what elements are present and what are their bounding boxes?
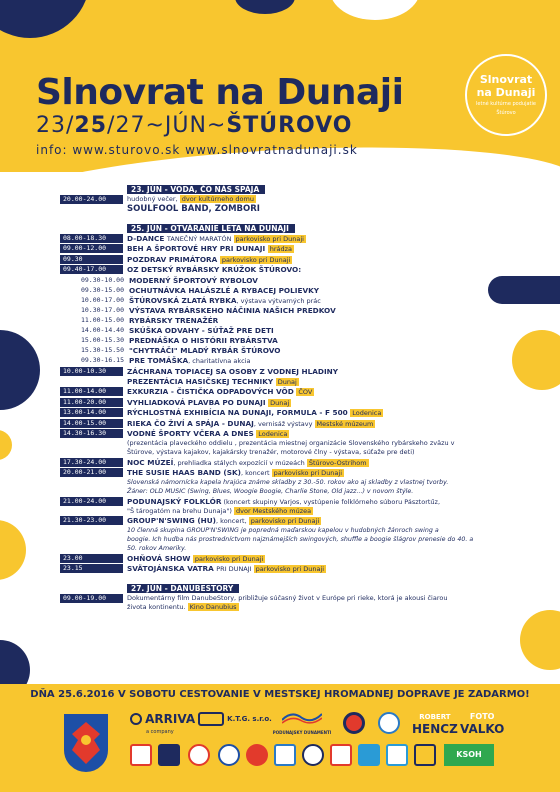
deco-circle [330,0,420,20]
performers: SOULFOOL BAND, ZOMBORI [127,203,260,214]
deco-circle [0,520,26,580]
ktg-logo: K.T.G. s.r.o. [198,712,272,726]
free-transport-note: DŇA 25.6.2016 V SOBOTU CESTOVANIE V MESTSKEJ HROMADNEJ DOPRAVE JE ZADARMO! [30,689,530,700]
deco-circle [0,0,90,38]
sponsor-logo [358,744,380,766]
list-item: 20.00-21.00 THE SUSIE HAAS BAND (SK), koncert parkovisko pri Dunaji Slovenská námornícka kapela hrajúca známe skladby z 30.-50. rokov ako aj skladby z vlastnej tvorby. Žáner: OLD MUSIC (Swing, Blues, Woogie Boogie, Charlie Stone, Old jazz...) v novom štýle. [60,468,480,496]
event-time: 20.00-24.00 [60,195,123,204]
list-item: 14.00-15.00 RIEKA ČO ŽIVÍ A SPÁJA - DUNAJ, vernisáž výstavy Mestské múzeum [60,419,480,429]
list-item: 10.00-10.30 ZÁCHRANA TOPIACEJ SA OSOBY Z VODNEJ HLADINY PREZENTÁCIA HASIČSKEJ TECHNIKY Dunaj [60,367,480,387]
event-dates: 23/25/27~JÚN~ŠTÚROVO [36,113,353,138]
list-item: 20.00-24.00 hudobný večer, dvor kultúrneho domu [60,195,480,204]
day-heading: 25. JÚN - OTVÁRANIE LETA NA DUNAJI [127,224,295,233]
schedule [60,185,480,622]
day-heading: 23. JÚN - VODA, ČO NÁS SPÁJA [127,185,265,194]
sponsor-logo [274,744,296,766]
ksoh-logo: KSOH [444,744,494,766]
info-websites: info: www.sturovo.sk www.slnovratnadunaji.sk [36,143,358,157]
sturovo-coat-of-arms-logo [62,712,110,774]
sponsor-logo [218,744,240,766]
sponsor-logo [414,744,436,766]
sub-item: 09.30-16.15 PRE TOMÁŠKA, charitatívna akcia [80,355,251,365]
emblem-logo [343,712,365,734]
deco-circle [235,0,295,14]
sub-item: 09.30-15.00 OCHUTNÁVKA HALÁSZLÉ A RYBACEJ POLIEVKY [80,285,320,295]
deco-circle [488,276,560,304]
event-badge-logo: Slnovrat na Dunaji letné kultúrne podujatie Štúrovo [465,54,547,136]
list-item: 13.00-14.00 RÝCHLOSTNÁ EXHIBÍCIA NA DUNAJI, FORMULA - F 500 Lodenica [60,408,480,418]
page-title: Slnovrat na Dunaji [36,72,404,113]
list-item: 23.15 SVÄTOJÁNSKA VATRA PRI DUNAJI parkovisko pri Dunaji [60,564,480,574]
list-item: 23.00 OHŇOVÁ SHOW parkovisko pri Dunaji [60,554,480,564]
list-item: 11.00-20.00 VYHLIADKOVÁ PLAVBA PO DUNAJI Dunaj [60,398,480,408]
list-item: 09.00-12.00 BEH A ŠPORTOVÉ HRY PRI DUNAJI hrádza [60,244,480,254]
list-item: 09.00-19.00 Dokumentárny film DanubeStory, približuje súčasný život v Európe pri rieke, ktorá je akousi čiarou života kontinentu. Kino Danubius [60,594,480,612]
venue-tag: dvor kultúrneho domu [181,195,254,203]
list-item: 11.00-14.00 EXKURZIA - ČISTIČKA ODPADOVÝCH VÔD ČOV [60,387,480,397]
list-item: 08.00-18.30 D-DANCE TANEČNÝ MARATÓN parkovisko pri Dunaji [60,234,480,244]
sub-item: 15.30-15.50 "CHYTRÁČI" MLADÝ RYBÁR ŠTÚROVO [80,345,281,355]
day-27 [60,584,480,612]
foto-valko-logo: FOTO VALKO [460,712,505,736]
sponsor-logo [246,744,268,766]
sub-item: 15.00-15.30 PREDNÁŠKA O HISTÓRII RYBÁRSTVA [80,335,278,345]
list-item: 09.40-17.00 OZ DETSKÝ RYBÁRSKY KRÚŽOK ŠTÚROVO: [60,265,480,275]
sponsor-logo [158,744,180,766]
sponsor-logo [188,744,210,766]
deco-circle [512,330,560,390]
robert-hencz-logo: ROBERT HENCZ [412,713,458,736]
podunajsky-logo: PODUNAJSKÝ DUNAMENTI [272,710,332,737]
list-item: 21.30-23.00 GROUP'N'SWING (HU), koncert, parkovisko pri Dunaji 10 členná skupina GROUP'N'SWING je popredná maďarskou kapelou v hudobných žánroch swing a boogie. Ich hudba nás prostredníctvom najznámejších swingových, shuffle a boogie šlágrov prenesie do 40. a 50. rokov Ameriky. [60,516,480,553]
sub-item: 10.00-17.00 ŠTÚROVSKÁ ZLATÁ RYBKA, výstava výtvarných prác [80,295,321,305]
emblem-logo [378,712,400,734]
sponsor-logo [302,744,324,766]
day-25 [60,224,480,575]
sponsor-logo [330,744,352,766]
list-item [60,205,480,214]
day-23 [60,185,480,214]
sponsor-logo [130,744,152,766]
deco-circle [0,330,40,410]
sub-item: 10.30-17.00 VÝSTAVA RYBÁRSKEHO NÁČINIA NAŠICH PREDKOV [80,305,336,315]
sub-item: 09.30-10.00 MODERNÝ ŠPORTOVÝ RYBOLOV [80,275,258,285]
list-item: 17.30-24.00 NOC MÚZEÍ, prehliadka stálych expozícií v múzeách Štúrovo-Ostrihom [60,458,480,468]
sub-item: 11.00-15.00 RYBÁRSKY TRENAŽÉR [80,315,219,325]
sub-item: 14.00-14.40 SKÚŠKA ODVAHY - SÚŤAŽ PRE DETI [80,325,274,335]
list-item: 09.30 POZDRAV PRIMÁTORA parkovisko pri Dunaji [60,255,480,265]
list-item: 14.30-16.30 VODNÉ ŠPORTY VČERA A DNES Lodenica (prezentácia plaveckého oddielu , prezentácia miestnej organizácie Slovenského rybárskeho zväzu v Štúrove, výstava kajakov, kajakársky trenažér, motorové člny - výstava, súťaže pre deti) [60,429,480,457]
deco-circle [520,610,560,670]
sponsor-logo [386,744,408,766]
arriva-logo: ARRIVA a company [130,712,195,736]
day-heading: 27. JÚN - DANUBESTORY [127,584,239,593]
deco-circle [0,430,12,460]
list-item: 21.00-24.00 PODUNAJSKÝ FOLKLÓR (koncert skupiny Varjos, vystúpenie folklórneho súboru Pásztortűz, "Š tárogatóm na brehu Dunaja") dvor Mestského múzea [60,497,480,516]
